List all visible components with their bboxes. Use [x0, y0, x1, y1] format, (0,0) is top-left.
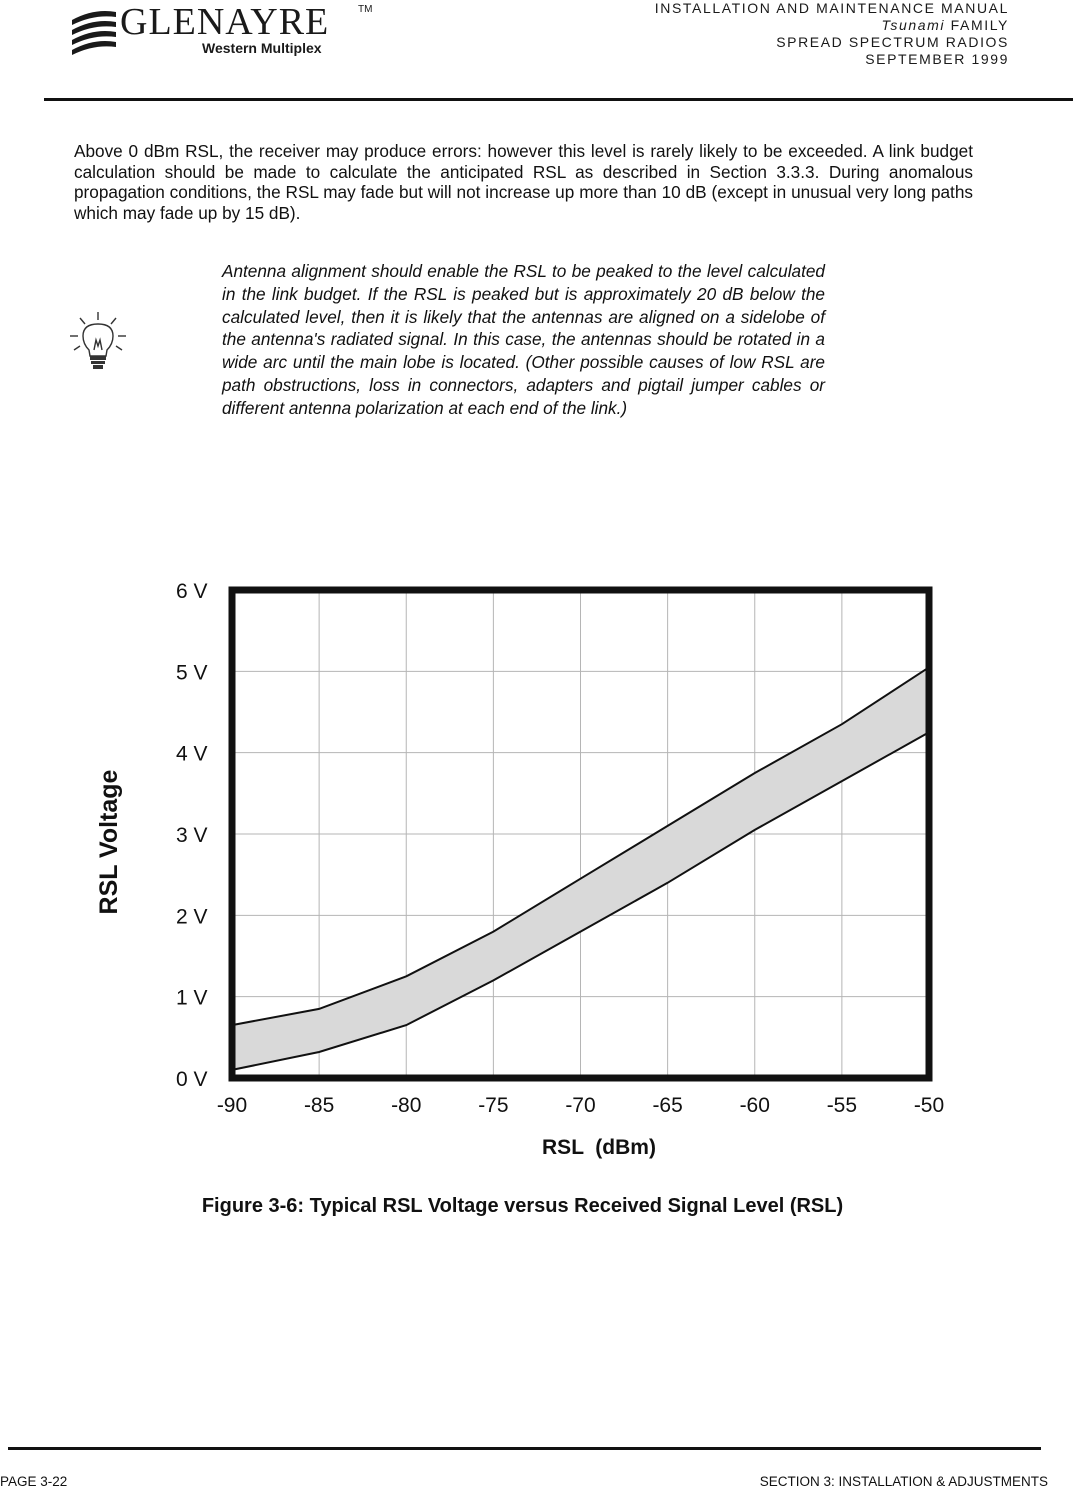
y-tick-label: 4 V [176, 742, 208, 766]
manual-title: INSTALLATION AND MAINTENANCE MANUAL [654, 0, 1009, 16]
x-tick-label: -65 [652, 1094, 683, 1117]
x-axis-label: RSL (dBm) [542, 1136, 656, 1159]
y-axis-label: RSL Voltage [95, 769, 123, 915]
rsl-voltage-chart [80, 570, 980, 1170]
alignment-note: Antenna alignment should enable the RSL to be peaked to the level calculated in the link budget. If the RSL is peaked but is approximately 20 dB below the calculated level, then it is likely that the antennas are aligned on a sidelobe of the antenna's radiated signal. In this case, the antennas should be rotated in a wide arc until the main lobe is located. (Other possible causes of low RSL are path obstructions, loss in connectors, adapters and pigtail jumper cables or different antenna polarization at each end of the link.) [222, 261, 825, 418]
product-family-name: Tsunami [881, 17, 946, 33]
figure-caption: Figure 3-6: Typical RSL Voltage versus Received Signal Level (RSL) [201, 1195, 844, 1217]
document-date: SEPTEMBER 1999 [865, 51, 1009, 67]
x-tick-label: -60 [739, 1094, 770, 1117]
header-divider [44, 98, 1073, 101]
document-title-block [655, 0, 1009, 68]
x-tick-label: -85 [303, 1094, 335, 1117]
x-tick-label: -90 [216, 1094, 248, 1117]
product-type: SPREAD SPECTRUM RADIOS [776, 34, 1009, 50]
footer-divider [8, 1447, 1041, 1450]
y-tick-label: 3 V [176, 824, 208, 847]
logo-stripes-icon [70, 6, 118, 58]
x-tick-labels [217, 1094, 944, 1117]
x-tick-label: -70 [565, 1094, 596, 1117]
product-family [655, 17, 1009, 34]
x-tick-label: -75 [478, 1094, 509, 1117]
logo-subtitle: Western Multiplex [202, 40, 322, 56]
y-tick-label: 5 V [176, 661, 208, 685]
lightbulb-icon [68, 310, 128, 372]
body-paragraph: Above 0 dBm RSL, the receiver may produce errors: however this level is rarely likely to be exceeded. A link budget calculation should be made to calculate the anticipated RSL as described in Section 3.3.3. During anomalous propagation conditions, the RSL may fade but will not increase up more than 10 dB (except in unusual very long paths which may fade up by 15 dB). [74, 141, 973, 223]
x-tick-label: -55 [826, 1094, 858, 1117]
y-tick-label: 1 V [176, 986, 208, 1010]
y-tick-label: 0 V [176, 1068, 208, 1091]
y-tick-label: 6 V [176, 580, 208, 603]
section-title: SECTION 3: INSTALLATION & ADJUSTMENTS [759, 1474, 1048, 1489]
x-tick-label: -80 [391, 1094, 422, 1117]
x-tick-label: -50 [913, 1094, 945, 1117]
y-tick-label: 2 V [176, 905, 208, 929]
product-family-suffix: FAMILY [945, 17, 1009, 33]
page-number: PAGE 3-22 [0, 1474, 68, 1489]
logo-wordmark: GLENAYRE [120, 1, 330, 43]
y-tick-labels [176, 580, 208, 1091]
logo-trademark: TM [358, 4, 373, 15]
company-logo [70, 1, 373, 60]
